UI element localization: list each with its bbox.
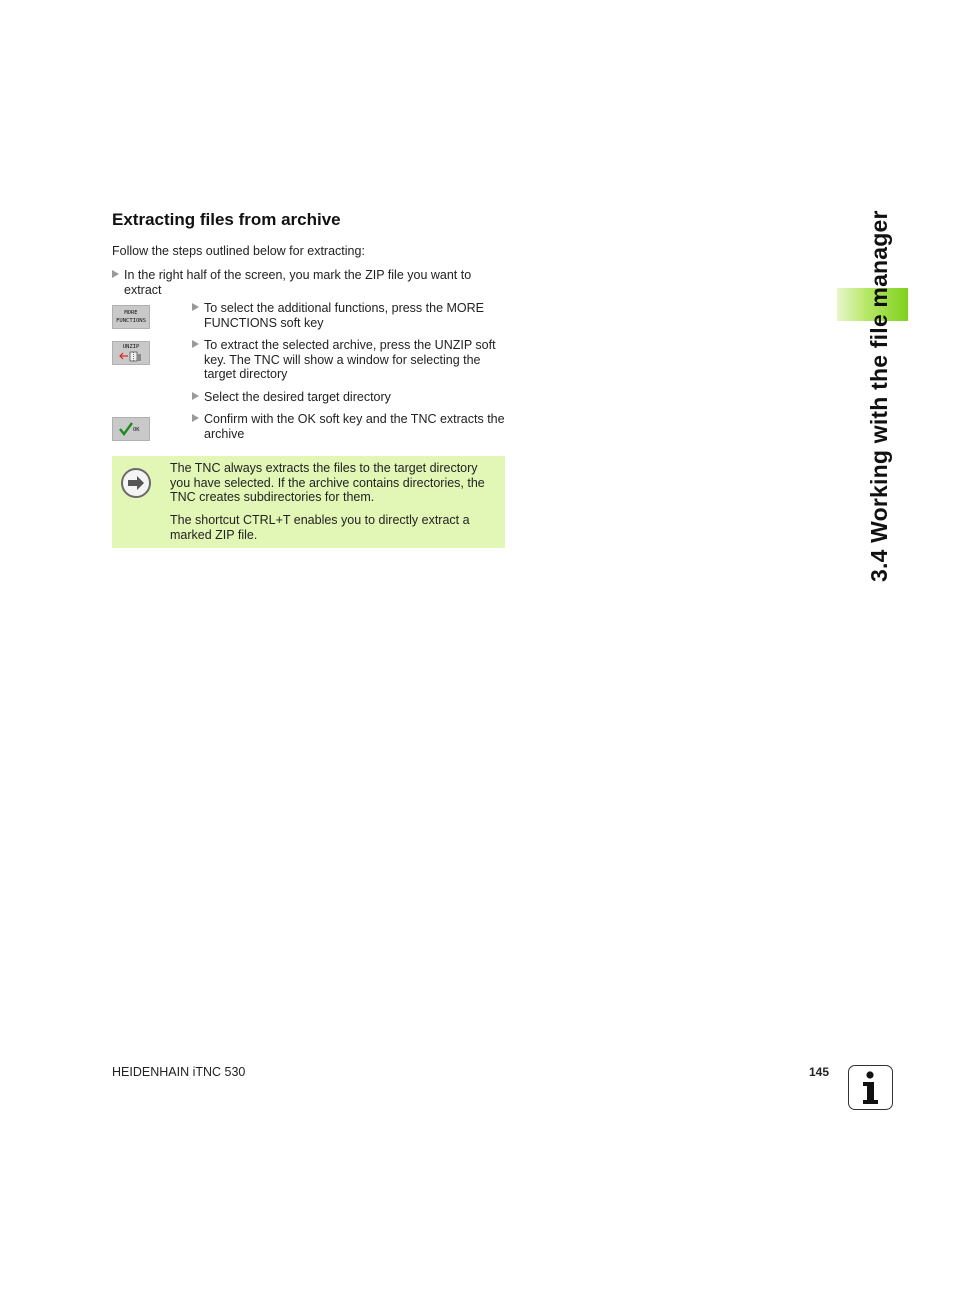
unzip-softkey[interactable]: UNZIP bbox=[112, 341, 150, 365]
step-unzip: To extract the selected archive, press the UNZIP soft key. The TNC will show a window for selecting the target directory bbox=[192, 338, 505, 382]
step-mark-zip: In the right half of the screen, you mark the ZIP file you want to extract bbox=[112, 268, 502, 297]
step-more-functions: To select the additional functions, press the MORE FUNCTIONS soft key bbox=[192, 301, 505, 330]
chapter-side-title: 3.4 Working with the file manager bbox=[866, 210, 892, 582]
info-icon bbox=[848, 1065, 893, 1110]
bullet-triangle-icon bbox=[192, 392, 199, 400]
unzip-icon bbox=[119, 351, 143, 362]
more-functions-softkey[interactable]: MORE FUNCTIONS bbox=[112, 305, 150, 329]
page-number: 145 bbox=[809, 1065, 830, 1079]
info-glyph bbox=[849, 1066, 891, 1108]
arrow-right-icon bbox=[121, 468, 151, 498]
note-paragraph-1: The TNC always extracts the files to the target directory you have selected. If the archive contains directories, the TNC creates subdirectories for them. bbox=[170, 461, 485, 504]
arrow-glyph bbox=[123, 470, 149, 496]
checkmark-icon bbox=[119, 422, 133, 436]
bullet-triangle-icon bbox=[192, 414, 199, 422]
step-confirm-ok: Confirm with the OK soft key and the TNC extracts the archive bbox=[192, 412, 505, 441]
bullet-triangle-icon bbox=[192, 340, 199, 348]
note-paragraph-2: The shortcut CTRL+T enables you to directly extract a marked ZIP file. bbox=[170, 513, 470, 542]
ok-softkey[interactable]: OK bbox=[112, 417, 150, 441]
intro-text: Follow the steps outlined below for extracting: bbox=[112, 244, 365, 258]
step-select-directory: Select the desired target directory bbox=[192, 390, 505, 405]
note-box bbox=[112, 456, 505, 548]
section-heading: Extracting files from archive bbox=[112, 210, 341, 229]
bullet-triangle-icon bbox=[112, 270, 119, 278]
footer-product: HEIDENHAIN iTNC 530 bbox=[112, 1065, 246, 1079]
bullet-triangle-icon bbox=[192, 303, 199, 311]
